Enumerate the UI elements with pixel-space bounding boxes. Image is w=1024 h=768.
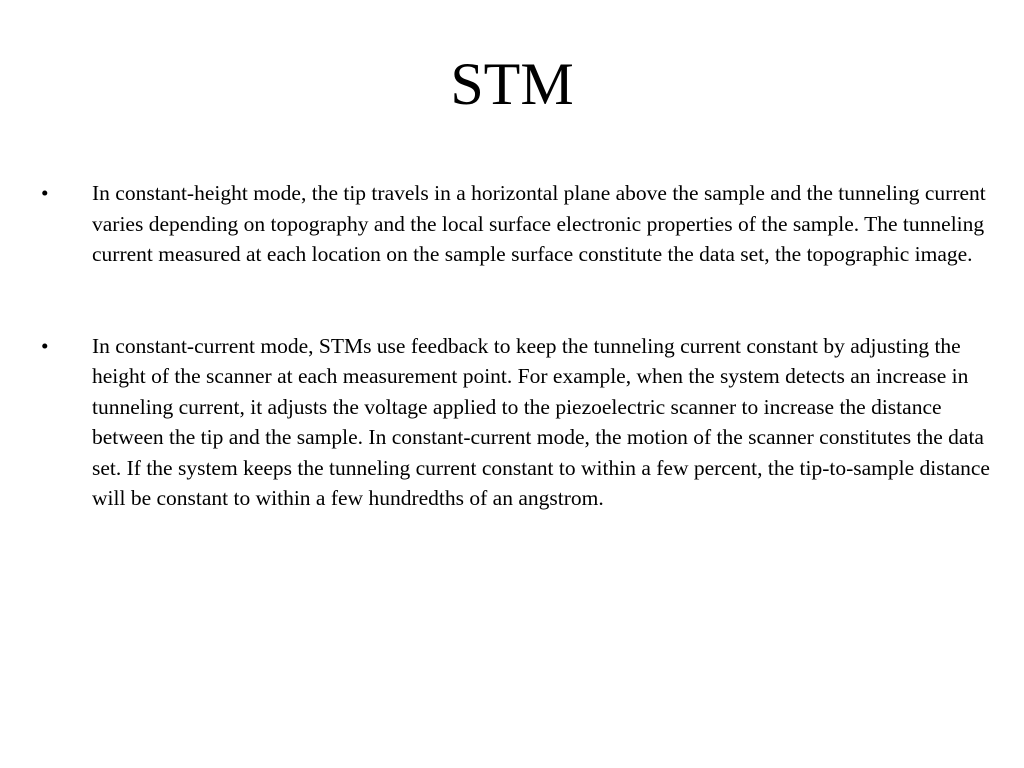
bullet-item-constant-current: [0, 331, 992, 514]
bullet-point-icon: •: [41, 333, 49, 358]
bullet-point-icon: •: [41, 181, 49, 205]
bullet-list: [0, 178, 1024, 514]
bullet-text: In constant-height mode, the tip travels in a horizontal plane above the sample and the tunneling current varies depending on topography and the local surface electronic properties of the sample. The tunneling current measured at each location on the sample surface constitute the data set, the topographic image.: [92, 181, 986, 266]
slide-title: STM: [450, 51, 574, 117]
bullet-item-constant-height: [0, 178, 992, 270]
bullet-text: In constant-current mode, STMs use feedback to keep the tunneling current constant by adjusting the height of the scanner at each measurement point. For example, when the system detects an increase in tunneling current, it adjusts the voltage applied to the piezoelectric scanner to increase the distance between the tip and the sample. In constant-current mode, the motion of the scanner constitutes the data set. If the system keeps the tunneling current constant to within a few percent, the tip-to-sample distance will be constant to within a few hundredths of an angstrom.: [92, 333, 990, 510]
